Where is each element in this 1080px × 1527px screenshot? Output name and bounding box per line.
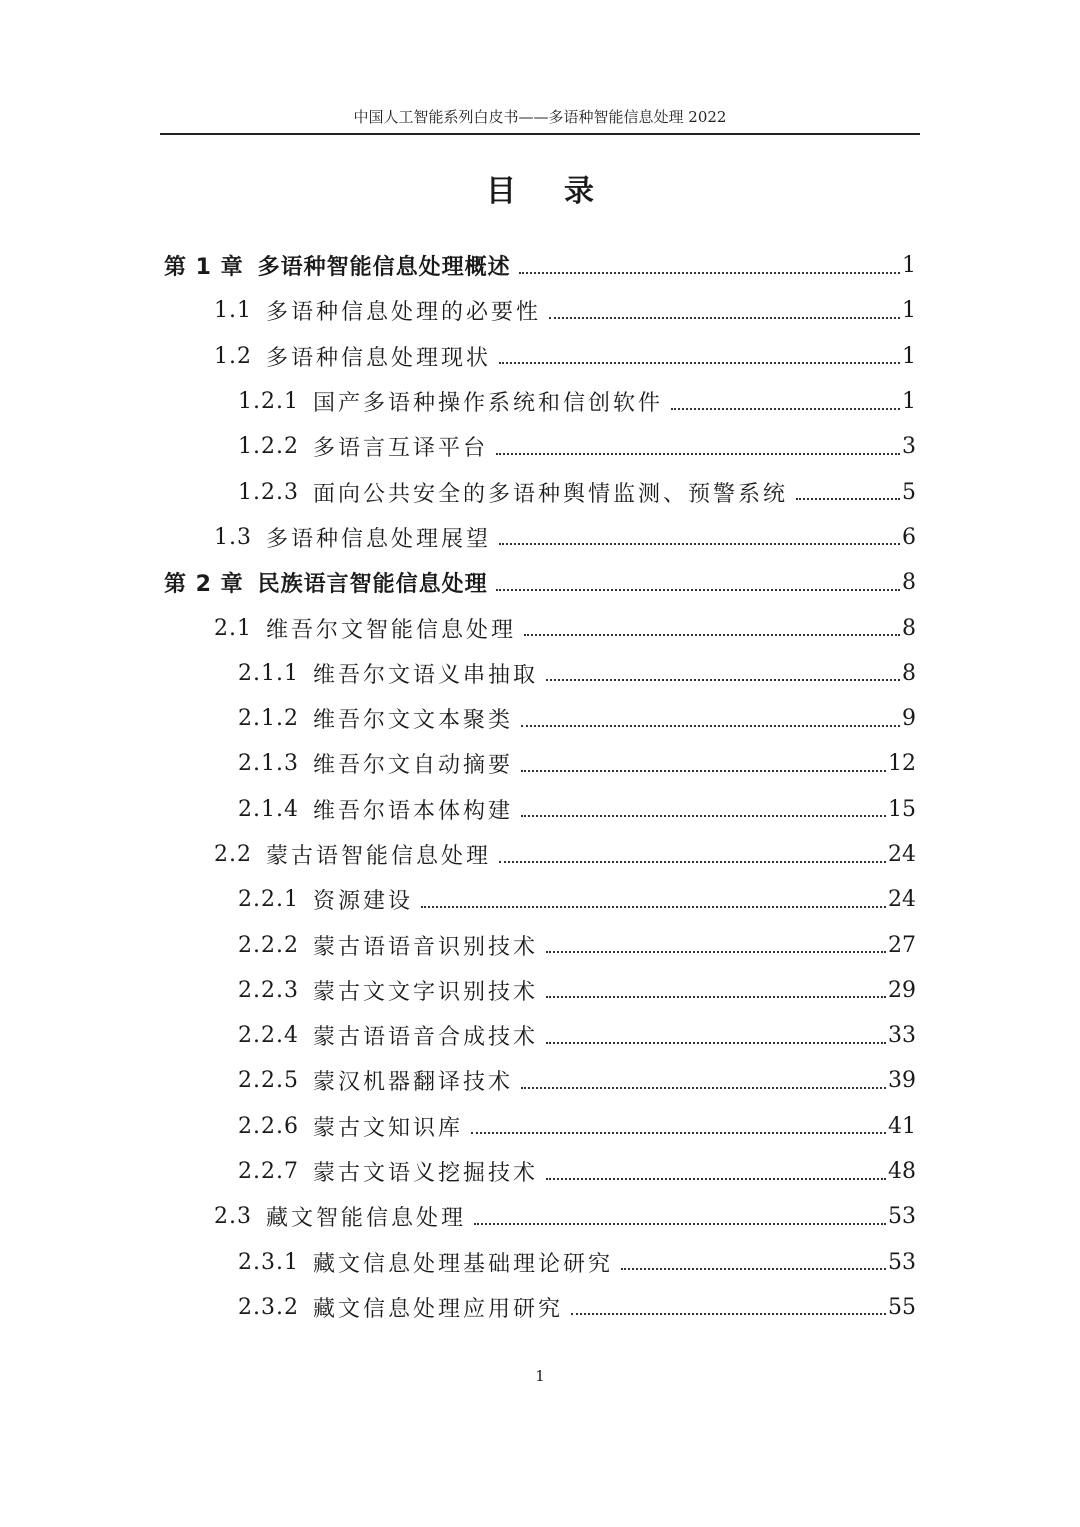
entry-page-number: 9: [902, 706, 916, 732]
toc-subsection-entry[interactable]: [0, 787, 1080, 832]
dot-leader: [521, 1087, 886, 1089]
entry-title: 多语言互译平台: [312, 436, 488, 462]
entry-title: 多语种信息处理展望: [266, 526, 492, 552]
toc-chapter-entry[interactable]: [0, 560, 1080, 605]
entry-title: 资源建设: [312, 889, 413, 915]
dot-leader: [546, 1178, 886, 1180]
entry-page-number: 55: [888, 1294, 916, 1320]
entry-number: 1.3: [214, 524, 252, 550]
dot-leader: [671, 408, 900, 410]
toc-subsection-entry[interactable]: [0, 379, 1080, 424]
entry-title: 多语种信息处理的必要性: [266, 300, 542, 326]
entry-number: 2.3.2: [238, 1294, 299, 1320]
dot-leader: [524, 634, 900, 636]
entry-title: 维吾尔文自动摘要: [312, 753, 513, 779]
entry-number: 第 2 章: [164, 572, 244, 598]
entry-number: 2.2.5: [238, 1068, 299, 1094]
entry-page-number: 5: [902, 479, 916, 505]
entry-title: 维吾尔文语义串抽取: [312, 662, 538, 688]
toc-section-entry[interactable]: [0, 832, 1080, 877]
toc-subsection-entry[interactable]: [0, 1013, 1080, 1058]
entry-number: 第 1 章: [164, 255, 244, 281]
entry-number: 1.1: [214, 298, 252, 324]
entry-title: 蒙古语语音识别技术: [312, 934, 538, 960]
entry-title: 民族语言智能信息处理: [257, 572, 488, 598]
entry-title: 维吾尔文智能信息处理: [266, 617, 517, 643]
toc-section-entry[interactable]: [0, 334, 1080, 379]
entry-title: 国产多语种操作系统和信创软件: [312, 391, 663, 417]
toc-section-entry[interactable]: [0, 288, 1080, 333]
toc-subsection-entry[interactable]: [0, 877, 1080, 922]
toc-subsection-entry[interactable]: [0, 968, 1080, 1013]
toc-subsection-entry[interactable]: [0, 741, 1080, 786]
entry-page-number: 8: [902, 570, 916, 596]
running-header: 中国人工智能系列白皮书——多语种智能信息处理 2022: [353, 108, 727, 126]
entry-title: 维吾尔语本体构建: [312, 798, 513, 824]
header-rule: [160, 133, 920, 135]
dot-leader: [471, 1132, 886, 1134]
entry-page-number: 1: [902, 253, 916, 279]
page-number: 1: [535, 1367, 545, 1385]
toc-subsection-entry[interactable]: [0, 651, 1080, 696]
toc-subsection-entry[interactable]: [0, 1285, 1080, 1330]
dot-leader: [496, 453, 900, 455]
dot-leader: [496, 589, 900, 591]
entry-title: 维吾尔文文本聚类: [312, 708, 513, 734]
entry-number: 2.2.1: [238, 887, 299, 913]
entry-number: 2.2.2: [238, 932, 299, 958]
entry-page-number: 53: [888, 1249, 916, 1275]
toc-subsection-entry[interactable]: [0, 1058, 1080, 1103]
entry-title: 蒙古文知识库: [312, 1115, 463, 1141]
entry-page-number: 39: [888, 1068, 916, 1094]
entry-page-number: 3: [902, 434, 916, 460]
dot-leader: [571, 1313, 886, 1315]
entry-page-number: 12: [888, 751, 916, 777]
entry-page-number: 1: [902, 298, 916, 324]
entry-title: 藏文智能信息处理: [266, 1206, 467, 1232]
entry-number: 1.2: [214, 343, 252, 369]
entry-page-number: 15: [888, 796, 916, 822]
entry-page-number: 53: [888, 1204, 916, 1230]
entry-number: 2.1.2: [238, 706, 299, 732]
entry-title: 面向公共安全的多语种舆情监测、预警系统: [312, 481, 788, 507]
entry-number: 2.2.3: [238, 977, 299, 1003]
entry-title: 蒙古语语音合成技术: [312, 1025, 538, 1051]
dot-leader: [796, 498, 900, 500]
toc-subsection-entry[interactable]: [0, 1104, 1080, 1149]
entry-number: 2.2.7: [238, 1159, 299, 1185]
dot-leader: [499, 362, 900, 364]
toc-subsection-entry[interactable]: [0, 696, 1080, 741]
toc-section-entry[interactable]: [0, 1194, 1080, 1239]
entry-page-number: 27: [888, 932, 916, 958]
toc-chapter-entry[interactable]: [0, 243, 1080, 288]
toc-section-entry[interactable]: [0, 515, 1080, 560]
entry-number: 2.2.4: [238, 1023, 299, 1049]
table-of-contents: [0, 243, 1080, 1330]
entry-page-number: 1: [902, 389, 916, 415]
entry-title: 藏文信息处理应用研究: [312, 1296, 563, 1322]
dot-leader: [499, 543, 900, 545]
entry-number: 2.1: [214, 615, 252, 641]
entry-number: 1.2.1: [238, 389, 299, 415]
toc-subsection-entry[interactable]: [0, 469, 1080, 514]
entry-title: 藏文信息处理基础理论研究: [312, 1251, 613, 1277]
dot-leader: [546, 679, 900, 681]
entry-page-number: 24: [888, 842, 916, 867]
toc-title: 目录: [486, 174, 642, 209]
entry-title: 蒙古文语义挖掘技术: [312, 1161, 538, 1187]
dot-leader: [521, 815, 886, 817]
toc-subsection-entry[interactable]: [0, 1240, 1080, 1285]
entry-number: 2.3: [214, 1204, 252, 1230]
entry-page-number: 8: [902, 660, 916, 686]
toc-section-entry[interactable]: [0, 605, 1080, 650]
entry-page-number: 29: [888, 977, 916, 1003]
entry-number: 2.1.1: [238, 660, 299, 686]
entry-number: 2.1.4: [238, 796, 299, 822]
entry-number: 2.1.3: [238, 751, 299, 777]
dot-leader: [421, 906, 886, 908]
entry-page-number: 8: [902, 615, 916, 641]
dot-leader: [521, 725, 900, 727]
dot-leader: [549, 317, 900, 319]
entry-number: 2.3.1: [238, 1249, 299, 1275]
entry-page-number: 48: [888, 1159, 916, 1185]
dot-leader: [546, 996, 886, 998]
entry-title: 多语种信息处理现状: [266, 345, 492, 371]
entry-number: 2.2: [214, 842, 252, 867]
dot-leader: [546, 1042, 886, 1044]
entry-title: 多语种智能信息处理概述: [257, 255, 511, 281]
entry-title: 蒙汉机器翻译技术: [312, 1070, 513, 1096]
dot-leader: [499, 861, 886, 863]
dot-leader: [546, 951, 886, 953]
entry-number: 1.2.3: [238, 479, 299, 505]
toc-subsection-entry[interactable]: [0, 424, 1080, 469]
entry-page-number: 6: [902, 524, 916, 550]
dot-leader: [521, 770, 886, 772]
entry-page-number: 33: [888, 1023, 916, 1049]
entry-title: 蒙古文文字识别技术: [312, 979, 538, 1005]
entry-title: 蒙古语智能信息处理: [266, 844, 492, 869]
entry-page-number: 24: [888, 887, 916, 913]
entry-number: 1.2.2: [238, 434, 299, 460]
dot-leader: [621, 1268, 886, 1270]
toc-subsection-entry[interactable]: [0, 1149, 1080, 1194]
dot-leader: [474, 1223, 886, 1225]
entry-page-number: 1: [902, 343, 916, 369]
toc-subsection-entry[interactable]: [0, 922, 1080, 967]
entry-number: 2.2.6: [238, 1113, 299, 1139]
entry-page-number: 41: [888, 1113, 916, 1139]
dot-leader: [519, 272, 900, 274]
